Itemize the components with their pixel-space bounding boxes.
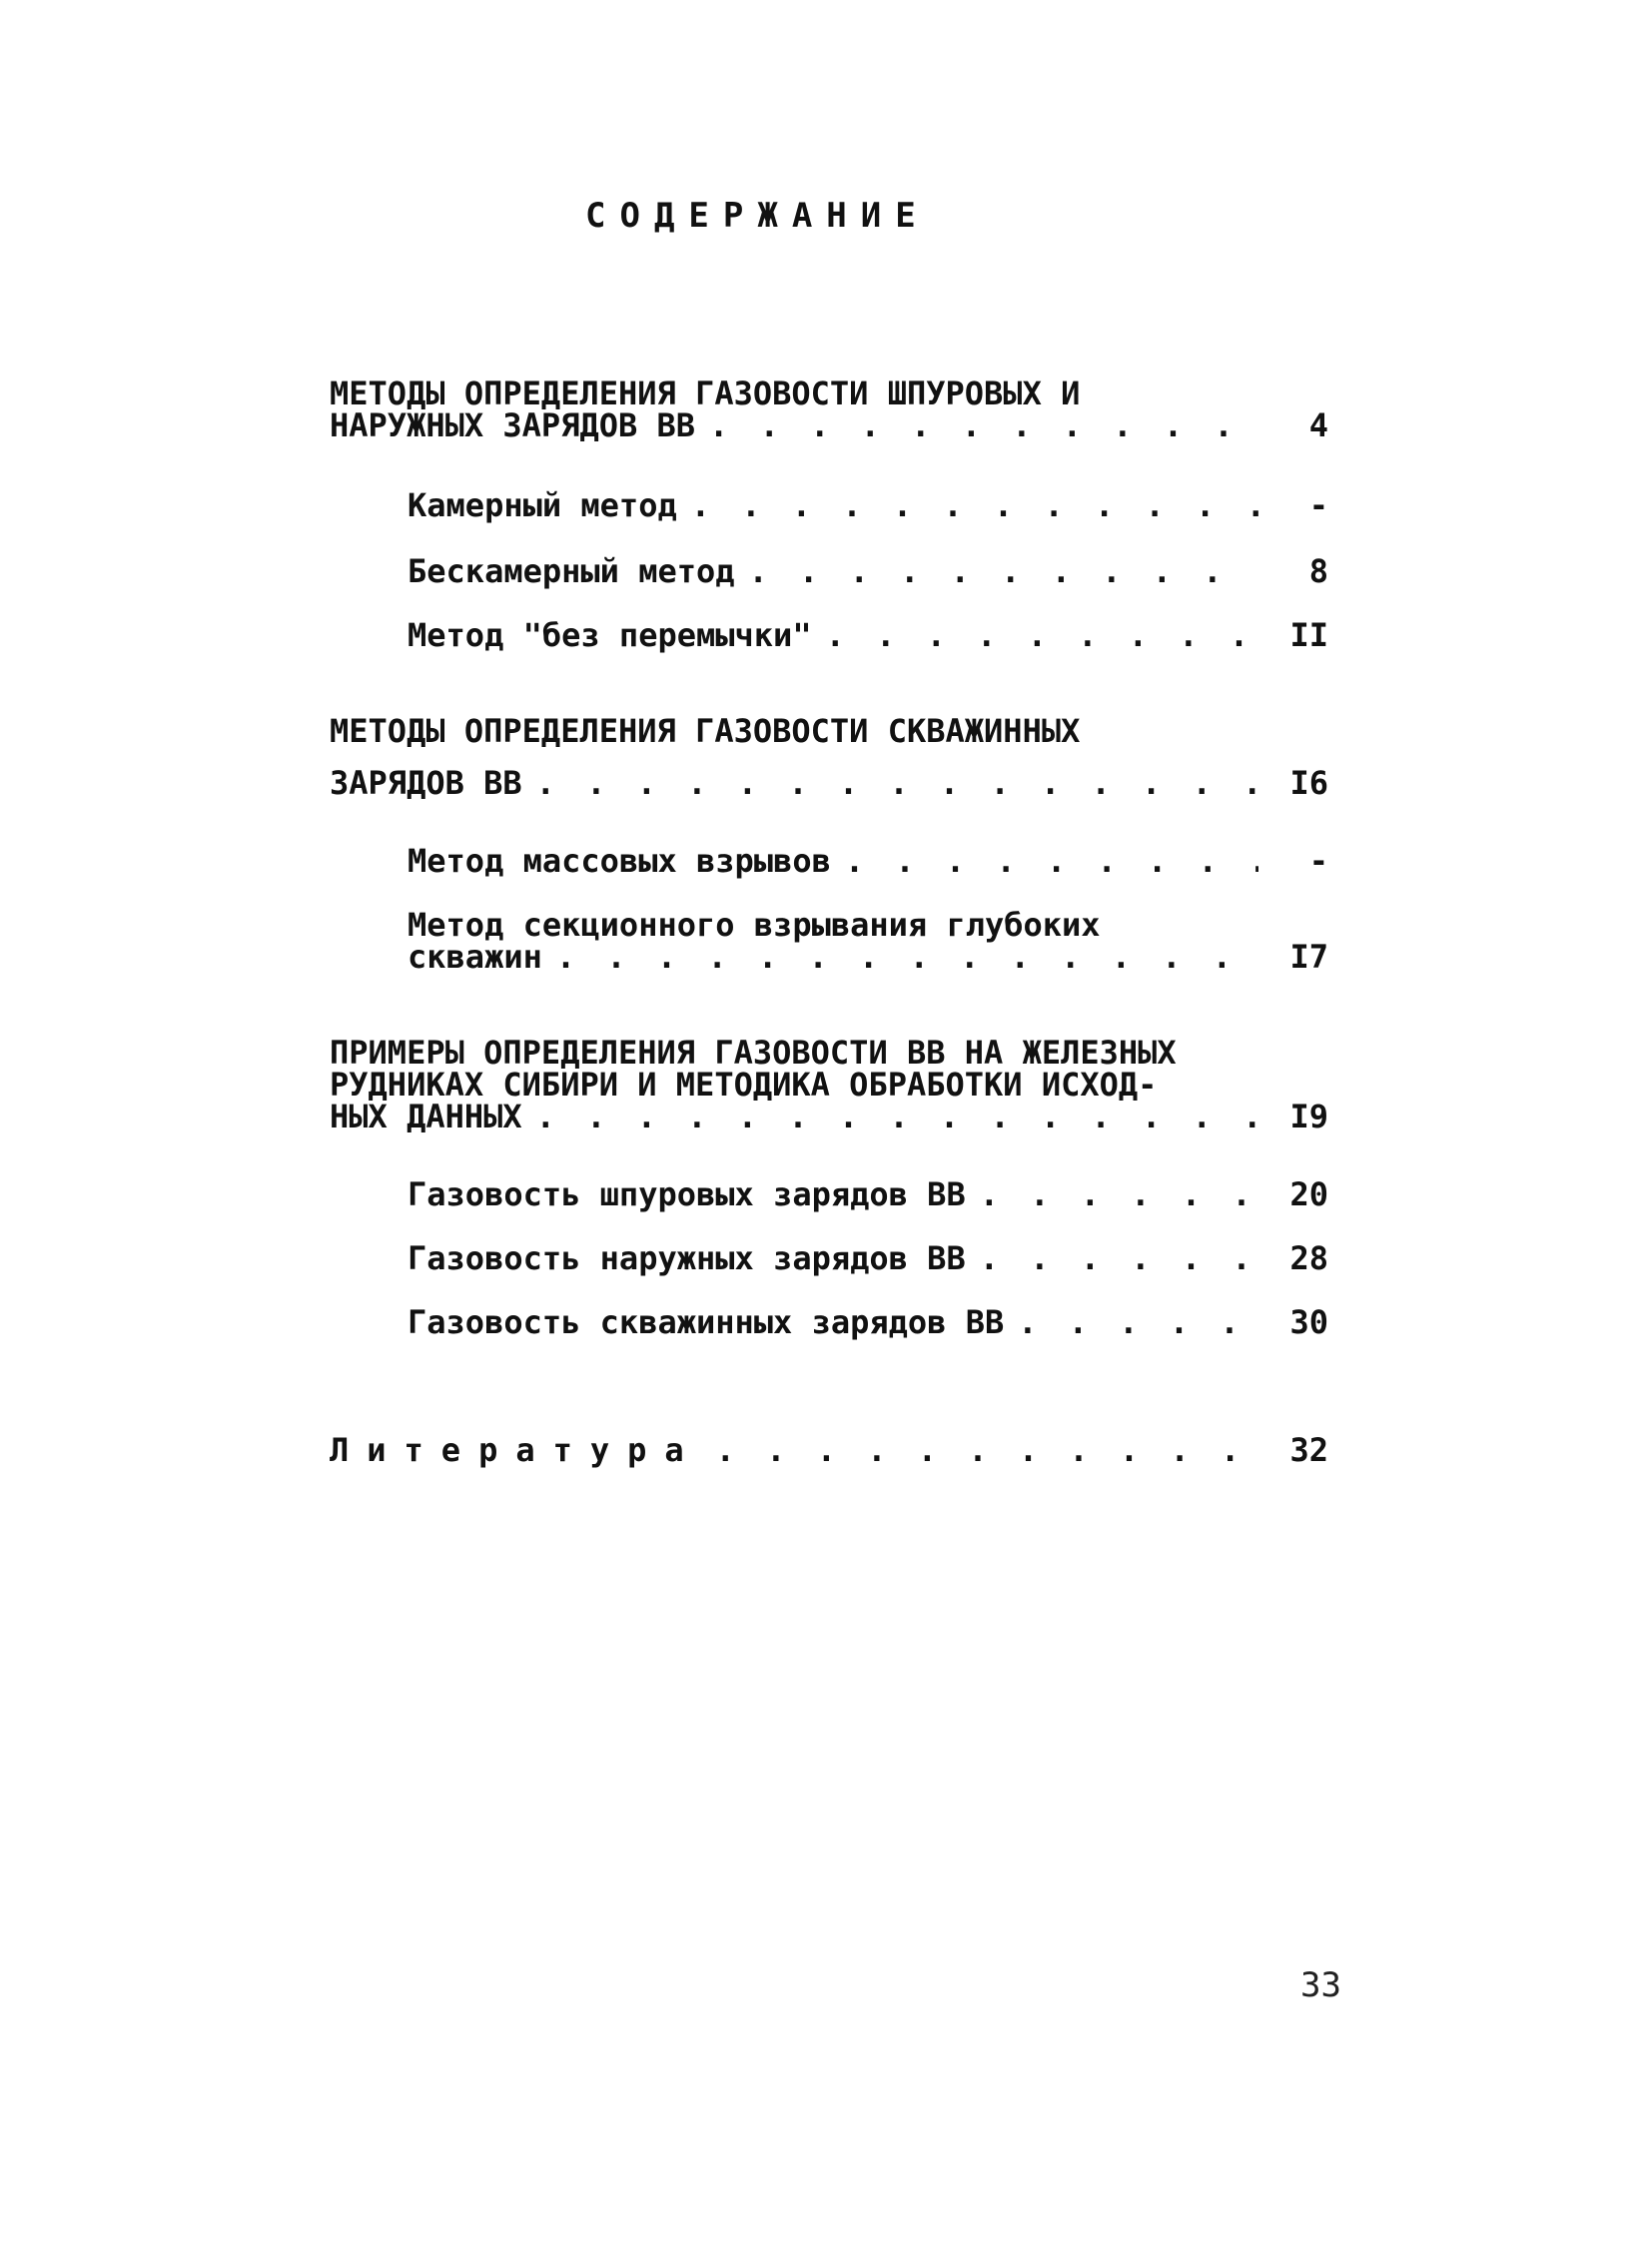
toc-entry-text: Газовость наружных зарядов ВВ — [408, 1239, 966, 1277]
toc-page-number: - — [1308, 486, 1328, 524]
leader-dots — [536, 1101, 1258, 1132]
toc-page-number: 20 — [1289, 1175, 1328, 1213]
page-number: 33 — [1300, 1965, 1341, 2005]
leader-dots — [749, 555, 1258, 587]
toc-entry-mass-blasts-method — [408, 842, 1328, 880]
leader-dots — [709, 409, 1258, 441]
toc-entry-text: РУДНИКАХ СИБИРИ И МЕТОДИКА ОБРАБОТКИ ИСХОД- — [330, 1066, 1158, 1104]
toc-entry-text: Метод "без перемычки" — [408, 616, 812, 654]
toc-entry-gas-external-charges — [408, 1239, 1328, 1277]
leader-dots — [980, 1178, 1258, 1210]
toc-page-number: I9 — [1289, 1098, 1328, 1135]
toc-page-number: I6 — [1289, 764, 1328, 802]
toc-entry-text: ПРИМЕРЫ ОПРЕДЕЛЕНИЯ ГАЗОВОСТИ ВВ НА ЖЕЛЕЗНЫХ — [330, 1034, 1177, 1072]
toc-page-number: - — [1308, 842, 1328, 880]
toc-entry-literature — [330, 1431, 1328, 1469]
toc-page-number: 30 — [1289, 1303, 1328, 1341]
toc-entry-text: Метод секционного взрывания глубоких — [408, 906, 1101, 944]
leader-dots — [1018, 1306, 1258, 1338]
toc-entry-text: МЕТОДЫ ОПРЕДЕЛЕНИЯ ГАЗОВОСТИ ШПУРОВЫХ И — [330, 374, 1081, 412]
toc-entry-chamber-method — [408, 486, 1328, 524]
toc-entry-gas-methods-boreholes — [330, 712, 1328, 802]
toc-entry-text: Газовость скважинных зарядов ВВ — [408, 1303, 1005, 1341]
leader-dots — [845, 845, 1258, 877]
toc-entry-text: Метод массовых взрывов — [408, 842, 831, 880]
leader-dots — [826, 619, 1258, 651]
toc-entry-examples-siberia — [330, 1034, 1328, 1135]
toc-page-number: 28 — [1289, 1239, 1328, 1277]
toc-entry-no-bulkhead-method — [408, 616, 1328, 654]
toc-entry-text: Бескамерный метод — [408, 552, 735, 590]
toc-entry-gas-shot-hole-charges — [408, 1175, 1328, 1213]
leader-dots — [556, 941, 1258, 973]
toc-entry-text: МЕТОДЫ ОПРЕДЕЛЕНИЯ ГАЗОВОСТИ СКВАЖИННЫХ — [330, 712, 1081, 750]
toc-page-number: I7 — [1289, 938, 1328, 976]
toc-entry-text: Камерный метод — [408, 486, 677, 524]
toc-entry-gas-borehole-charges — [408, 1303, 1328, 1341]
toc-page-number: 4 — [1308, 406, 1328, 444]
toc-entry-chamberless-method — [408, 552, 1328, 590]
toc-page-number: 8 — [1308, 552, 1328, 590]
toc-page-number: II — [1289, 616, 1328, 654]
leader-dots — [980, 1242, 1258, 1274]
toc-entry-text: скважин — [408, 938, 542, 976]
leader-dots — [536, 767, 1258, 799]
toc-entry-text: Газовость шпуровых зарядов ВВ — [408, 1175, 966, 1213]
toc-entry-gas-methods-shot-holes — [330, 374, 1328, 444]
toc-page-number: 32 — [1289, 1431, 1328, 1469]
toc-entry-sectional-blasting-method — [408, 906, 1328, 976]
page-title: СОДЕРЖАНИЕ — [585, 196, 930, 236]
toc-entry-text: ЗАРЯДОВ ВВ — [330, 764, 522, 802]
toc-entry-text: Литература — [330, 1431, 702, 1469]
leader-dots — [691, 489, 1258, 521]
leader-dots — [716, 1434, 1258, 1466]
toc-entry-text: НАРУЖНЫХ ЗАРЯДОВ ВВ — [330, 406, 696, 444]
toc-entry-text: НЫХ ДАННЫХ — [330, 1098, 522, 1135]
